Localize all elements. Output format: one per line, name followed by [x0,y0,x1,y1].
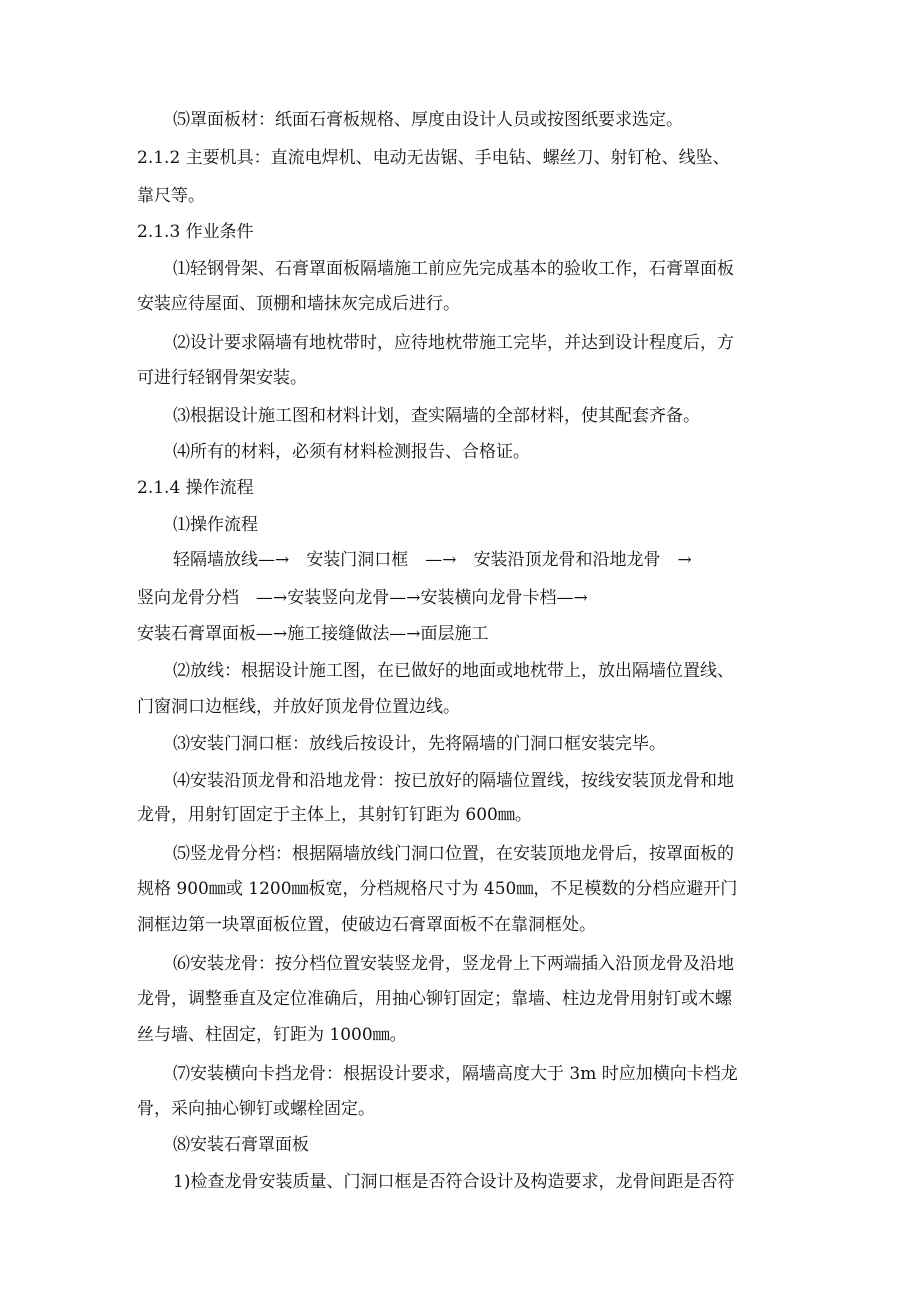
line-text: ⑴轻钢骨架、石膏罩面板隔墙施工前应先完成基本的验收工作，石膏罩面板 [173,259,734,279]
text-line [0,766,920,796]
line-text: ⑹安装龙骨：按分档位置安装竖龙骨，竖龙骨上下两端插入沿顶龙骨及沿地 [173,954,734,974]
text-line [0,254,920,284]
text-line [0,729,920,759]
text-line [0,328,920,358]
line-text: 龙骨，调整垂直及定位准确后，用抽心铆钉固定；靠墙、柱边龙骨用射钉或木螺 [137,989,732,1009]
text-line [0,984,920,1014]
line-text: ⑻安装石膏罩面板 [173,1135,309,1155]
text-line [0,949,920,979]
line-text: 洞框边第一块罩面板位置，使破边石膏罩面板不在靠洞框处。 [137,915,596,935]
line-text: 2.1.2 主要机具：直流电焊机、电动无齿锯、手电钻、螺丝刀、射钉枪、线坠、 [137,148,730,168]
flow-line [0,619,920,649]
text-line [0,1094,920,1124]
text-line [0,105,920,135]
line-text: 安装石膏罩面板—→施工接缝做法—→面层施工 [137,624,489,644]
line-text: 可进行轻钢骨架安装。 [137,368,307,388]
line-text: ⑷所有的材料，必须有材料检测报告、合格证。 [173,442,530,462]
line-text: 骨，采向抽心铆钉或螺栓固定。 [137,1099,375,1119]
text-line [0,1167,920,1197]
line-text: ⑷安装沿顶龙骨和沿地龙骨：按已放好的隔墙位置线，按线安装顶龙骨和地 [173,771,734,791]
text-line [0,363,920,393]
line-text: 安装应待屋面、顶棚和墙抹灰完成后进行。 [137,294,460,314]
text-line [0,910,920,940]
text-line [0,181,920,211]
text-line [0,437,920,467]
text-line [0,289,920,319]
line-text: 1)检查龙骨安装质量、门洞口框是否符合设计及构造要求，龙骨间距是否符 [173,1172,735,1192]
text-line [0,692,920,722]
line-text: ⑶安装门洞口框：放线后按设计，先将隔墙的门洞口框安装完毕。 [173,734,666,754]
line-text: 2.1.3 作业条件 [137,222,254,242]
line-text: 丝与墙、柱固定，钉距为 1000㎜。 [137,1025,407,1045]
text-line [0,839,920,869]
text-line [0,656,920,686]
line-text: 轻隔墙放线—→ 安装门洞口框 —→ 安装沿顶龙骨和沿地龙骨 → [173,550,692,570]
line-text: 靠尺等。 [137,186,205,206]
line-text: ⑵设计要求隔墙有地枕带时，应待地枕带施工完毕，并达到设计程度后，方 [173,333,734,353]
line-text: 门窗洞口边框线，并放好顶龙骨位置边线。 [137,697,460,717]
text-line [0,401,920,431]
text-line [0,800,920,830]
section-heading [0,473,920,503]
line-text: 龙骨，用射钉固定于主体上，其射钉钉距为 600㎜。 [137,805,532,825]
text-line [0,510,920,540]
line-text: 2.1.4 操作流程 [137,478,254,498]
flow-line [0,583,920,613]
section-heading [0,217,920,247]
text-line [0,143,920,173]
line-text: ⑴操作流程 [173,515,258,535]
text-line [0,1059,920,1089]
line-text: ⑺安装横向卡挡龙骨：根据设计要求，隔墙高度大于 3m 时应加横向卡档龙 [173,1064,738,1084]
line-text: ⑸罩面板材：纸面石膏板规格、厚度由设计人员或按图纸要求选定。 [173,110,683,130]
text-line [0,1020,920,1050]
line-text: ⑶根据设计施工图和材料计划，查实隔墙的全部材料，使其配套齐备。 [173,406,700,426]
text-line [0,874,920,904]
line-text: ⑸竖龙骨分档：根据隔墙放线门洞口位置，在安装顶地龙骨后，按罩面板的 [173,844,734,864]
line-text: ⑵放线：根据设计施工图，在已做好的地面或地枕带上，放出隔墙位置线、 [173,661,734,681]
line-text: 竖向龙骨分档 —→安装竖向龙骨—→安装横向龙骨卡档—→ [137,588,588,608]
flow-line [0,545,920,575]
line-text: 规格 900㎜或 1200㎜板宽，分档规格尺寸为 450㎜，不足模数的分档应避开门 [137,879,738,899]
text-line [0,1130,920,1160]
